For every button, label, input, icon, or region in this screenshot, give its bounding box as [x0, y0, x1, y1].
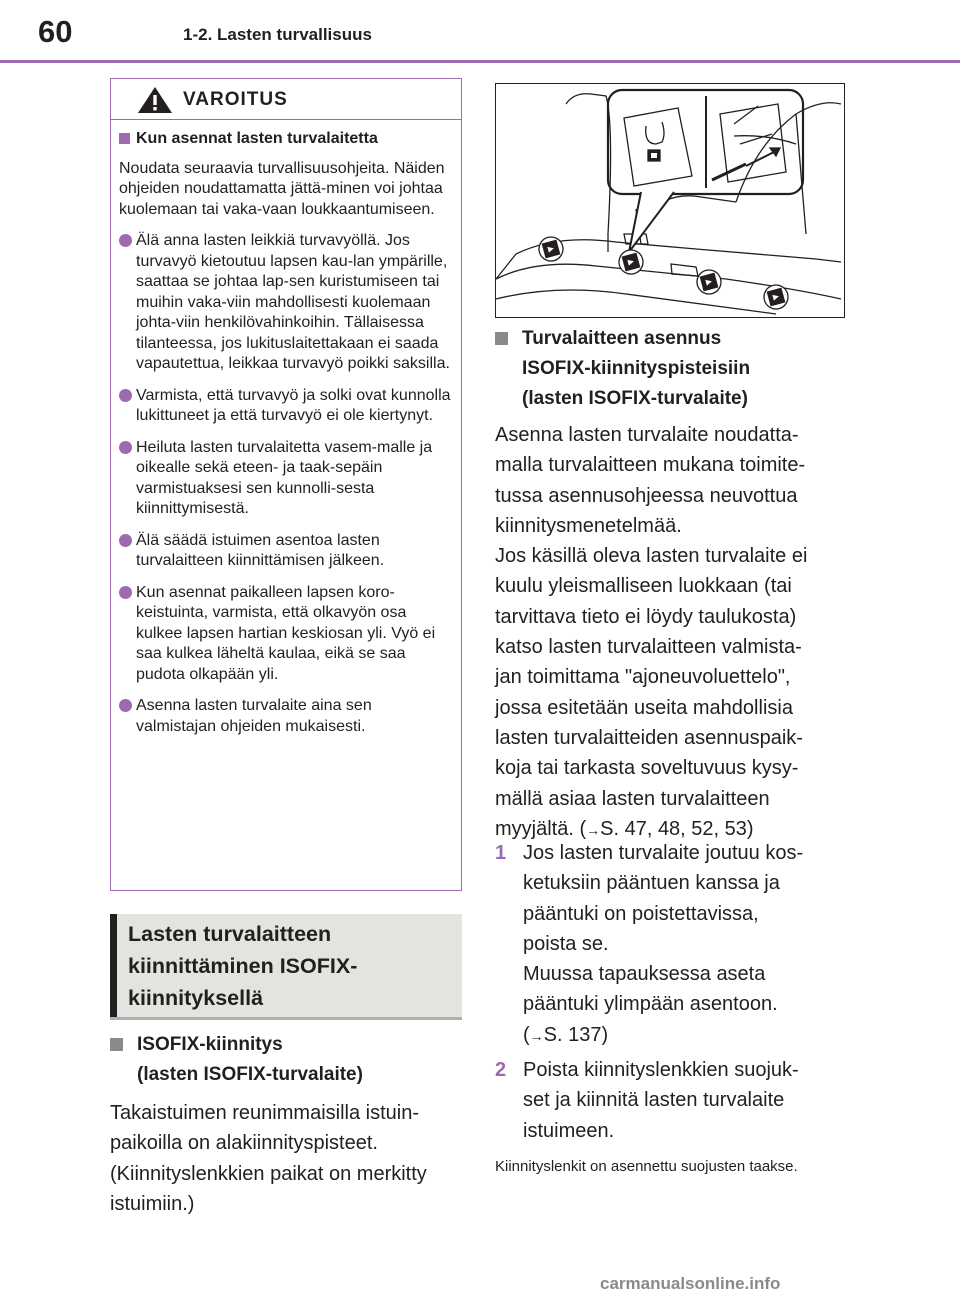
bullet-dot-icon [119, 389, 132, 402]
page-reference: (→S. 137) [523, 1023, 609, 1046]
warning-title: VAROITUS [183, 89, 288, 110]
warning-bullet: Älä anna lasten leikkiä turvavyöllä. Jos turvavyö kietoutuu lapsen kau-lan ympärille, saattaa se johtaa lap-sen kuristumiseen tai muihin vaka-viin mahdollisesti kuolemaan johta-viin henkilövahinkoihin. Tällaisessa tilanteessa, jos lukituslaitettakaan ei saada vapautettua, leikkaa turvavyö poikki saksilla. [119, 231, 451, 375]
warning-triangle-icon [137, 86, 173, 114]
warning-bullet: Heiluta lasten turvalaitetta vasem-malle ja oikealle sekä eteen- ja taak-sepäin varmistuaksesi sen kunnolli-sesta kiinnittymisestä. [119, 438, 451, 520]
install-subheading: Turvalaitteen asennus ISOFIX-kiinnityspisteisiin (lasten ISOFIX-turvalaite) [495, 324, 750, 414]
page-header [0, 0, 960, 64]
install-note: Kiinnityslenkit on asennettu suojusten taakse. [495, 1158, 798, 1175]
step-1: 1 Jos lasten turvalaite joutuu kos- ketuksiin pääntuen kanssa ja pääntuki on poistettavissa, poista se. Muussa tapauksessa aseta pääntuki ylimpään asentoon. (→S. 137) [495, 838, 803, 1051]
isofix-anchor-illustration [495, 83, 845, 318]
square-bullet-icon [119, 133, 130, 144]
warning-box [110, 78, 462, 891]
page-number: 60 [38, 14, 73, 49]
step-2: 2 Poista kiinnityslenkkien suojuk- set ja kiinnitä lasten turvalaite istuimeen. [495, 1059, 799, 1142]
square-bullet-icon [495, 332, 508, 345]
bullet-dot-icon [119, 441, 132, 454]
isofix-paragraph: Takaistuimen reunimmaisilla istuin- paikoilla on alakiinnityspisteet. (Kiinnityslenkkien paikat on merkitty istuimiin.) [110, 1102, 427, 1215]
isofix-subheading: ISOFIX-kiinnitys (lasten ISOFIX-turvalaite) [110, 1030, 363, 1090]
warning-heading: Kun asennat lasten turvalaitetta [119, 129, 451, 150]
bullet-dot-icon [119, 699, 132, 712]
arrow-right-icon: → [529, 1027, 544, 1044]
square-bullet-icon [110, 1038, 123, 1051]
arrow-right-icon: → [586, 821, 601, 838]
warning-header [111, 79, 461, 120]
warning-bullet: Varmista, että turvavyö ja solki ovat kunnolla lukittuneet ja että turvavyö ei ole kiertynyt. [119, 386, 451, 427]
rear-seat-illustration [496, 84, 845, 318]
bullet-dot-icon [119, 586, 132, 599]
warning-intro: Noudata seuraavia turvallisuusohjeita. Näiden ohjeiden noudattamatta jättä-minen voi johtaa kuolemaan tai vaka-vaan loukkaantumiseen. [119, 159, 445, 218]
watermark: carmanualsonline.info [600, 1274, 781, 1293]
warning-bullet: Kun asennat paikalleen lapsen koro-keistuinta, varmista, että olkavyön osa kulkee lapsen hartian keskiosan yli. Vyö ei saa kulkea läheltä kaulaa, eikä se saa pudota olkapään yli. [119, 583, 451, 686]
warning-bullet: Asenna lasten turvalaite aina sen valmistajan ohjeiden mukaisesti. [119, 696, 451, 737]
bullet-dot-icon [119, 234, 132, 247]
section-heading-box [110, 914, 462, 1020]
install-paragraph: Asenna lasten turvalaite noudatta- malla turvalaitteen mukana toimite- tussa asennusohjeessa neuvottua kiinnitysmenetelmää. Jos käsillä oleva lasten turvalaite ei kuulu yleismalliseen luokkaan (tai tarvittava tieto ei löydy taulukosta) katso lasten turvalaitteen valmista- jan toimittama "ajoneuvoluettelo", jossa esitetään useita mahdollisia lasten turvalaitteiden asennuspaik- koja tai tarkasta soveltuvuus kysy- mällä asiaa lasten turvalaitteen myyjältä. (→S. 47, 48, 52, 53) [495, 420, 855, 845]
bullet-dot-icon [119, 534, 132, 547]
header-rule [0, 60, 960, 63]
section-heading: Lasten turvalaitteen kiinnittäminen ISOFIX- kiinnityksellä [128, 922, 358, 1010]
warning-bullet: Älä säädä istuimen asentoa lasten turvalaitteen kiinnittämisen jälkeen. [119, 531, 451, 572]
page-reference: myyjältä. (→S. 47, 48, 52, 53) [495, 817, 754, 840]
section-title: 1-2. Lasten turvallisuus [183, 25, 372, 44]
heading-accent-bar [110, 914, 117, 1017]
